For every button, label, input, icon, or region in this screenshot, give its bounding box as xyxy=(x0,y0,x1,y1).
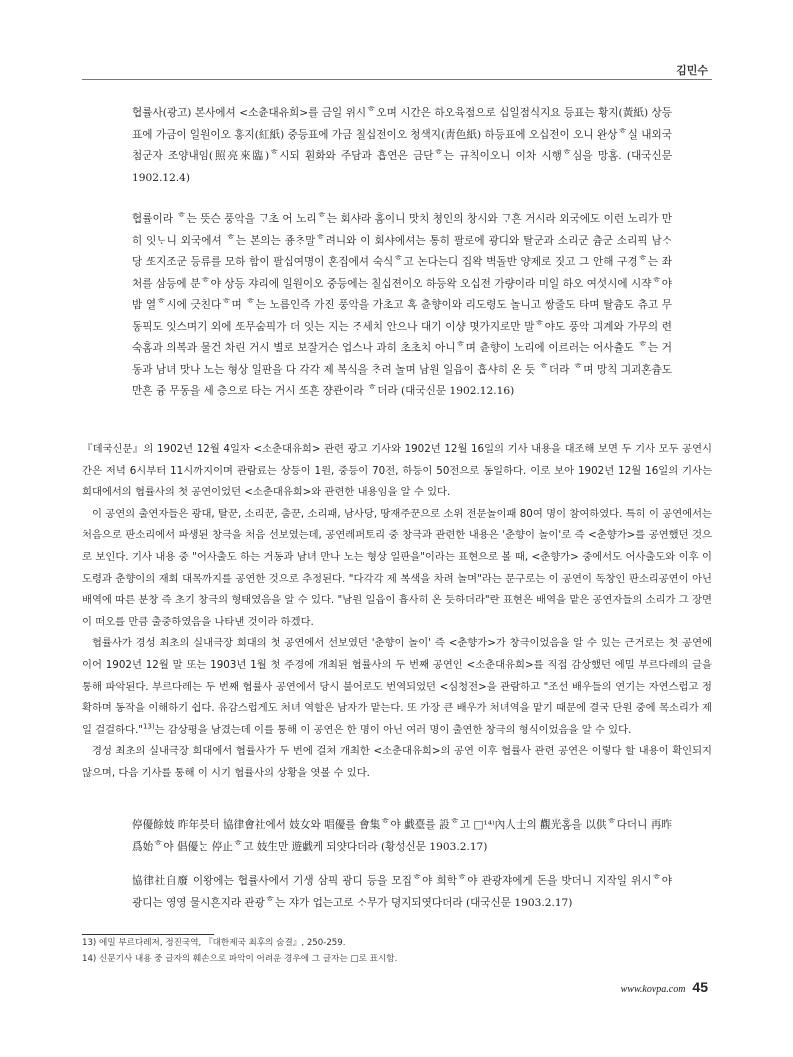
header-divider xyxy=(82,79,712,80)
body-paragraph-2: 이 공연의 출연자들은 광대, 탈꾼, 소리꾼, 춤꾼, 소리패, 남사당, 땅재주꾼으로 소위 전문놀이패 80여 명이 참여하였다. 특히 이 공연에서는 처음으로 판소리에서 파생된 창극을 처음 선보였는데, 공연레퍼토리 중 창극과 관련한 내용은 '춘향이 놀이'로 즉 <춘향가>를 공연했던 것으로 보인다. 기사 내용 중 "어사출도 하는 거동과 남녀 만나 노는 형상 일판을"이라는 표현으로 볼 때, <춘향가> 중에서도 어사출도와 이후 이도령과 춘향이의 재회 대목까지를 공연한 것으로 추정된다. "다각각 제 복색을 차려 놀며"라는 문구로는 이 공연이 독창인 판소리공연이 아닌 배역에 따른 분창 즉 초기 창극의 형태였음을 알 수 있다. "남원 일읍이 흡사히 온 듯하더라"란 표현은 배역을 맡은 공연자들의 소리가 그 장면이 떠오를 만큼 출중하였음을 나타낸 것이라 하겠다. xyxy=(82,507,712,628)
footnote-ref-13[interactable]: 13) xyxy=(143,722,155,731)
body-text xyxy=(82,439,712,785)
page-footer xyxy=(621,979,708,997)
body-paragraph-1: 『데국신문』의 1902년 12월 4일자 <소춘대유희> 관련 광고 기사와 1902년 12월 16일의 기사 내용을 대조해 보면 두 기사 모두 공연시간은 저녁 6시부터 11시까지이며 관람료는 상등이 1원, 중등이 70전, 하등이 50전으로 동일하다. 이로 보아 1902년 12월 16일의 기사는 희대에서의 협률사의 첫 공연이었던 <소춘대유희>와 관련한 내용임을 알 수 있다. xyxy=(82,443,712,499)
page-number: 45 xyxy=(692,979,708,995)
footnote-13: 13) 에밀 부르다레저, 정진국역, 『대한제국 최후의 숨결』, 250-259. xyxy=(82,938,346,948)
footer-url[interactable]: www.kovpa.com xyxy=(620,984,686,995)
quote-article-1903-2-17: 協律社自廢 이왕에는 협률사에서 기생 삼픽 광디 등을 모집ᄒ야 희학ᄒ야 관광쟈에게 돈을 밧더니 지작일 위시ᄒ야 광디는 영영 물시흔지라 관광ᄒ는 쟈가 업는고로 ᄉᆞ무가 뎡지되엿다더라 (대국신문 1903.2.17) xyxy=(132,875,672,909)
body-paragraph-4: 경성 최초의 실내극장 희대에서 협률사가 두 번에 걸쳐 개최한 <소춘대유희>의 공연 이후 협률사 관련 공연은 이렇다 할 내용이 확인되지 않으며, 다음 기사를 통해 이 시기 협률사의 상황을 엿볼 수 있다. xyxy=(82,745,712,779)
running-header-author: 김민수 xyxy=(676,65,708,77)
quote-advertisement-1902-12-4: 협률사(광고) 본사에셔 <소츈대유희>를 금일 위시ᄒ오며 시간은 하오육점으로 십일점식지요 등표는 황지(黃紙) 상등표에 가금이 일원이오 홍지(紅紙) 중등표에 가금 칠십전이오 청색지(靑色紙) 하등표에 오십전이 오니 완상ᄒ실 내외국첨군자 조양내임(照亮來臨)ᄒ시되 훤화와 주담과 흡연은 금단ᄒ는 규칙이오니 이차 시행ᄒ심을 망홈. (대국신문 1902.12.4) xyxy=(132,107,672,184)
footnotes xyxy=(82,936,712,967)
body-paragraph-3-part-a: 협률사가 경성 최초의 실내극장 희대의 첫 공연에서 선보였던 '춘향이 놀이' 즉 <춘향가>가 창극이었음을 알 수 있는 근거로는 첫 공연에 이어 1902년 12월 말 또는 1903년 1월 첫 주경에 개최된 협률사의 두 번째 공연인 <소춘대유희>를 직접 감상했던 에밀 부르다레의 글을 통해 파악된다. 부르다레는 두 번째 협률사 공연에서 당시 불어로도 번역되었던 <심청전>을 관람하고 "조선 배우들의 연기는 자연스럽고 정확하며 동작을 이해하기 쉽다. 유감스럽게도 처녀 역할은 남자가 맡는다. 또 가장 큰 배우가 처녀역을 맡기 때문에 결국 단원 중에 목소리가 제일 걸걸하다." xyxy=(82,637,712,736)
quote-article-1902-12-16: 협률이라 ᄒ는 뜻슨 풍악을 ᄀᆞ초 어 노리ᄒ는 회샤라 홈이니 맛치 쳥인의 창시와 ᄀᆞ흔 거시라 외국에도 이런 노리가 만히 잇ᄂᆞ니 외국에셔 ᄒ는 본의는 죵ᄎᆞ말ᄒ려니와 이 회샤에셔는 통히 팔로에 광디와 탈군과 소리군 츔군 소리픽 남ᄉᆞ당 ᄯᅩ지조군 등류를 모하 함이 팔십여명이 혼집에셔 숙식ᄒ고 논다는디 집왁 벽돌반 양제로 짓고 그 안해 구경ᄒ는 좌처를 삼등에 분ᄒ야 상등 쟈리에 일원이오 중등에는 칠십젼이오 하등왁 오십전 가량이라 미일 하오 여섯시에 시쟉ᄒ야 밤 열ᄒ시에 긋친다ᄒ며 ᄒ는 노름인즉 가진 풍악을 가초고 혹 츈향이와 리도령도 놀니고 쌍줄도 타며 탈츔도 츄고 무동픽도 잇스며기 외에 ᄯᅩ무숨픽가 더 잇는 지는 ᄌᆞ세치 안으나 대기 이샹 몃가지로만 말ᄒ야도 풍악 긔계와 가무의 련숙홈과 의복과 물건 차린 거시 별로 보잘거슨 업스나 과히 초초치 아니ᄒ며 츈향이 노리에 이르러는 어사츌도 ᄒ는 거동과 남녀 맛나 노는 형상 일판을 다 각각 제 복식을 ᄎᆞ려 놀며 남원 일읍이 흡샤히 온 듯 ᄒ더라 ᄒ며 망칙 긔괴혼츔도 만흔 즁 무동을 세 층으로 타는 거시 ᄯᅩ흔 쟝관이라 ᄒ더라 (대국신문 1902.12.16) xyxy=(132,213,672,397)
body-paragraph-3-part-b: 는 감상평을 남겼는데 이를 통해 이 공연은 한 명이 아닌 여러 명이 출연한 창극의 형식이었음을 알 수 있다. xyxy=(154,723,632,736)
quote-hwangseong-1903-2-17: 停優餘妓 昨年븟터 協律會社에서 妓女와 唱優를 會集ᄒ야 戱臺를 設ᄒ고 □¹⁴⁾內人士의 觀光홈을 以供ᄒ다더니 再昨爲始ᄒ야 倡優ᄂᆞᆫ 停止ᄒ고 妓生만 遊戱케 되얏다더라 (황성신문 1903.2.17) xyxy=(132,819,672,853)
footnote-divider xyxy=(82,934,214,935)
footnote-14: 14) 신문기사 내용 중 글자의 훼손으로 파악이 어려운 경우에 그 글자는 □로 표시함. xyxy=(82,953,398,964)
body-paragraph-3 xyxy=(82,633,712,741)
